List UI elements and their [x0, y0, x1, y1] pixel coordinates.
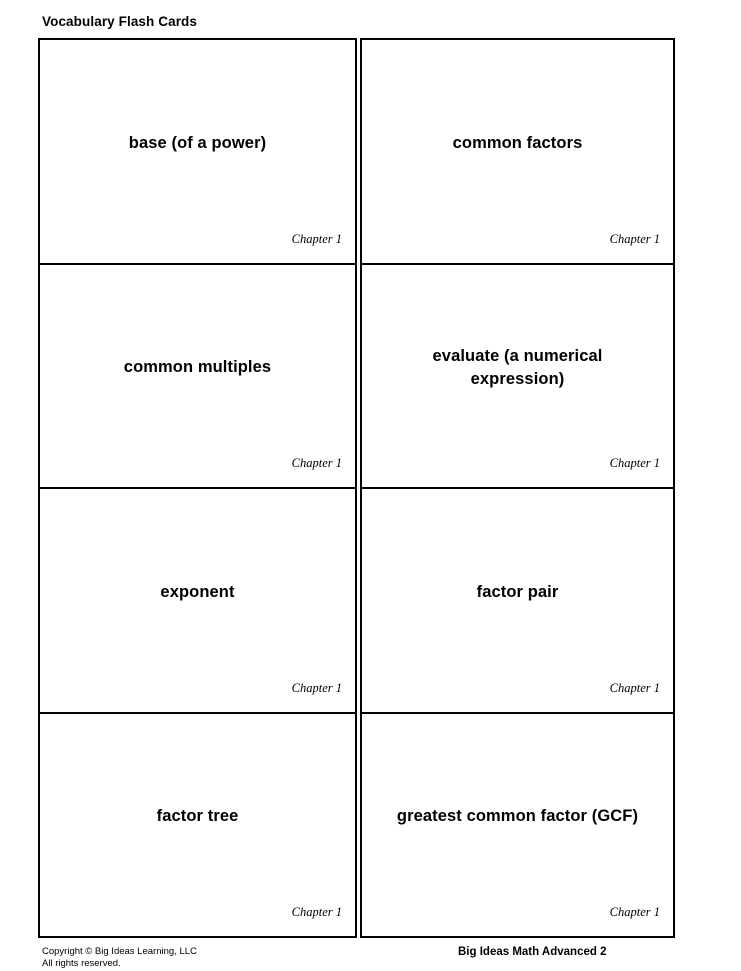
flash-card-term: common multiples: [123, 358, 272, 377]
flash-card-term: factor pair: [476, 582, 559, 601]
flash-card-chapter-label: Chapter 1: [609, 231, 660, 246]
flash-card-chapter-label: Chapter 1: [291, 905, 342, 919]
flash-card-term: greatest common factor (GCF): [396, 807, 639, 826]
flash-card-term: evaluate (a numerical expression): [432, 346, 603, 388]
flash-card-term: base (of a power): [128, 133, 267, 152]
flash-card-chapter-label: Chapter 1: [291, 680, 342, 695]
flash-card[interactable]: [38, 487, 357, 714]
page-title: Vocabulary Flash Cards: [42, 14, 198, 29]
flash-card-column-right: [360, 38, 675, 938]
flash-card-term: factor tree: [156, 807, 239, 826]
flash-card-chapter-label: Chapter 1: [291, 456, 342, 470]
flash-card-column-left: [38, 38, 357, 938]
page-footer: [0, 946, 741, 971]
footer-book-title: Big Ideas Math Advanced 2: [458, 946, 607, 958]
flash-card-chapter-label: Chapter 1: [609, 905, 660, 919]
flash-card-term: common factors: [452, 133, 583, 152]
flash-card[interactable]: [360, 712, 675, 939]
footer-copyright-line-1: Copyright © Big Ideas Learning, LLC: [42, 946, 197, 957]
flash-card[interactable]: [360, 487, 675, 714]
flash-card[interactable]: [360, 38, 675, 265]
footer-copyright-line-2: All rights reserved.: [42, 957, 121, 969]
flash-card-term: exponent: [160, 582, 235, 601]
flash-card-chapter-label: Chapter 1: [291, 231, 342, 246]
flash-card[interactable]: [38, 38, 357, 265]
flash-card[interactable]: [38, 712, 357, 939]
footer-copyright: [42, 946, 197, 969]
flash-card-chapter-label: Chapter 1: [609, 680, 660, 695]
flash-card-grid: [38, 38, 675, 938]
flash-card[interactable]: [38, 263, 357, 490]
flash-card-chapter-label: Chapter 1: [609, 456, 660, 470]
flash-card[interactable]: [360, 263, 675, 490]
